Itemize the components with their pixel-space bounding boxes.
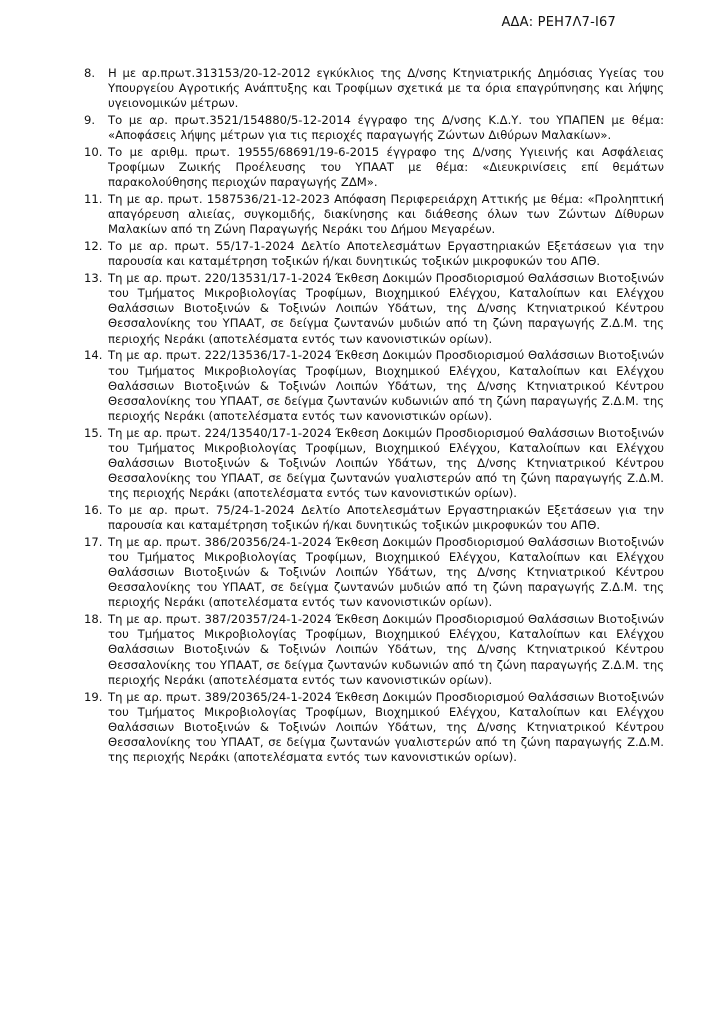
item-text: Το με αρ. πρωτ. 75/24-1-2024 Δελτίο Αποτελεσμάτων Εργαστηριακών Εξετάσεων για την παρουσία και καταμέτρηση τοξικών ή/και δυνητικώς τοξικών μικροφυκών του ΑΠΘ. xyxy=(108,503,664,533)
list-item xyxy=(84,426,664,501)
list-item xyxy=(84,535,664,610)
item-number: 19. xyxy=(84,689,103,704)
references-list xyxy=(84,66,664,767)
item-text: Τη με αρ. πρωτ. 1587536/21-12-2023 Απόφαση Περιφερειάρχη Αττικής με θέμα: «Προληπτική απαγόρευση αλιείας, συγκομιδής, διακίνησης και διάθεσης όλων των Ζώντων Δίθυρων Μαλακίων από τη Ζώνη Παραγωγής Νεράκι του Δήμου Μεγαρέων. xyxy=(108,192,664,237)
list-item xyxy=(84,612,664,687)
item-text: Τη με αρ. πρωτ. 220/13531/17-1-2024 Έκθεση Δοκιμών Προσδιορισμού Θαλάσσιων Βιοτοξινών του Τμήματος Μικροβιολογίας Τροφίμων, Βιοχημικού Ελέγχου, Καταλοίπων και Ελέγχου Θαλάσσιων Βιοτοξινών & Τοξινών Λοιπών Υδάτων, της Δ/νσης Κτηνιατρικού Κέντρου Θεσσαλονίκης του ΥΠΑΑΤ, σε δείγμα ζωντανών μυδιών από τη ζώνη παραγωγής Ζ.Δ.Μ. της περιοχής Νεράκι (αποτελέσματα εντός των κανονιστικών ορίων). xyxy=(108,271,664,346)
item-text: Η με αρ.πρωτ.313153/20-12-2012 εγκύκλιος της Δ/νσης Κτηνιατρικής Δημόσιας Υγείας του Υπουργείου Αγροτικής Ανάπτυξης και Τροφίμων σχετικά με τα όρια επαγρύπνησης και λήψης υγειονομικών μέτρων. xyxy=(108,66,664,111)
list-item xyxy=(84,503,664,533)
item-text: Το με αριθμ. πρωτ. 19555/68691/19-6-2015 έγγραφο της Δ/νσης Υγιεινής και Ασφάλειας Τροφίμων Ζωικής Προέλευσης του ΥΠΑΑΤ με θέμα: «Διευκρινίσεις επί θεμάτων παρακολούθησης περιοχών παραγωγής ΖΔΜ». xyxy=(108,145,664,190)
item-text: Τη με αρ. πρωτ. 222/13536/17-1-2024 Έκθεση Δοκιμών Προσδιορισμού Θαλάσσιων Βιοτοξινών του Τμήματος Μικροβιολογίας Τροφίμων, Βιοχημικού Ελέγχου, Καταλοίπων και Ελέγχου Θαλάσσιων Βιοτοξινών & Τοξινών Λοιπών Υδάτων, της Δ/νσης Κτηνιατρικού Κέντρου Θεσσαλονίκης του ΥΠΑΑΤ, σε δείγμα ζωντανών κυδωνιών από τη ζώνη παραγωγής Ζ.Δ.Μ. της περιοχής Νεράκι (αποτελέσματα εντός των κανονιστικών ορίων). xyxy=(108,348,664,423)
item-text: Το με αρ. πρωτ.3521/154880/5-12-2014 έγγραφο της Δ/νσης Κ.Δ.Υ. του ΥΠΑΠΕΝ με θέμα: «Αποφάσεις λήψης μέτρων για τις περιοχές παραγωγής Ζώντων Διθύρων Μαλακίων». xyxy=(108,113,664,143)
item-text: Τη με αρ. πρωτ. 387/20357/24-1-2024 Έκθεση Δοκιμών Προσδιορισμού Θαλάσσιων Βιοτοξινών του Τμήματος Μικροβιολογίας Τροφίμων, Βιοχημικού Ελέγχου, Καταλοίπων και Ελέγχου Θαλάσσιων Βιοτοξινών & Τοξινών Λοιπών Υδάτων, της Δ/νσης Κτηνιατρικού Κέντρου Θεσσαλονίκης του ΥΠΑΑΤ, σε δείγμα ζωντανών κυδωνιών από τη ζώνη παραγωγής Ζ.Δ.Μ. της περιοχής Νεράκι (αποτελέσματα εντός των κανονιστικών ορίων). xyxy=(108,612,664,687)
item-number: 16. xyxy=(84,503,103,517)
list-item xyxy=(84,239,664,269)
item-number: 18. xyxy=(84,612,103,627)
list-item xyxy=(84,66,664,111)
item-number: 9. xyxy=(84,113,96,128)
item-number: 15. xyxy=(84,425,103,440)
list-item xyxy=(84,113,664,143)
item-text: Τη με αρ. πρωτ. 389/20365/24-1-2024 Έκθεση Δοκιμών Προσδιορισμού Θαλάσσιων Βιοτοξινών του Τμήματος Μικροβιολογίας Τροφίμων, Βιοχημικού Ελέγχου, Καταλοίπων και Ελέγχου Θαλάσσιων Βιοτοξινών & Τοξινών Λοιπών Υδάτων, της Δ/νσης Κτηνιατρικού Κέντρου Θεσσαλονίκης του ΥΠΑΑΤ, σε δείγμα ζωντανών γυαλιστερών από τη ζώνη παραγωγής Ζ.Δ.Μ. της περιοχής Νεράκι (αποτελέσματα εντός των κανονιστικών ορίων). xyxy=(108,689,664,764)
item-number: 11. xyxy=(84,192,103,207)
item-number: 13. xyxy=(84,271,103,286)
list-item xyxy=(84,348,664,423)
list-item xyxy=(84,145,664,190)
item-number: 8. xyxy=(84,66,96,80)
list-item xyxy=(84,690,664,765)
list-item xyxy=(84,192,664,237)
list-item xyxy=(84,271,664,346)
item-text: Τη με αρ. πρωτ. 386/20356/24-1-2024 Έκθεση Δοκιμών Προσδιορισμού Θαλάσσιων Βιοτοξινών του Τμήματος Μικροβιολογίας Τροφίμων, Βιοχημικού Ελέγχου, Καταλοίπων και Ελέγχου Θαλάσσιων Βιοτοξινών & Τοξινών Λοιπών Υδάτων, της Δ/νσης Κτηνιατρικού Κέντρου Θεσσαλονίκης του ΥΠΑΑΤ, σε δείγμα ζωντανών μυδιών από τη ζώνη παραγωγής Ζ.Δ.Μ. της περιοχής Νεράκι (αποτελέσματα εντός των κανονιστικών ορίων). xyxy=(108,534,664,610)
ada-code: ΑΔΑ: ΡΕΗ7Λ7-Ι67 xyxy=(501,15,616,30)
item-text: Το με αρ. πρωτ. 55/17-1-2024 Δελτίο Αποτελεσμάτων Εργαστηριακών Εξετάσεων για την παρουσία και καταμέτρηση τοξικών ή/και δυνητικώς τοξικών μικροφυκών του ΑΠΘ. xyxy=(108,239,664,269)
item-number: 12. xyxy=(84,239,103,254)
item-number: 10. xyxy=(84,145,103,160)
item-number: 17. xyxy=(84,534,103,549)
item-text: Τη με αρ. πρωτ. 224/13540/17-1-2024 Έκθεση Δοκιμών Προσδιορισμού Θαλάσσιων Βιοτοξινών του Τμήματος Μικροβιολογίας Τροφίμων, Βιοχημικού Ελέγχου, Καταλοίπων και Ελέγχου Θαλάσσιων Βιοτοξινών & Τοξινών Λοιπών Υδάτων, της Δ/νσης Κτηνιατρικού Κέντρου Θεσσαλονίκης του ΥΠΑΑΤ, σε δείγμα ζωντανών γυαλιστερών από τη ζώνη παραγωγής Ζ.Δ.Μ. της περιοχής Νεράκι (αποτελέσματα εντός των κανονιστικών ορίων). xyxy=(108,425,664,501)
item-number: 14. xyxy=(84,348,103,363)
